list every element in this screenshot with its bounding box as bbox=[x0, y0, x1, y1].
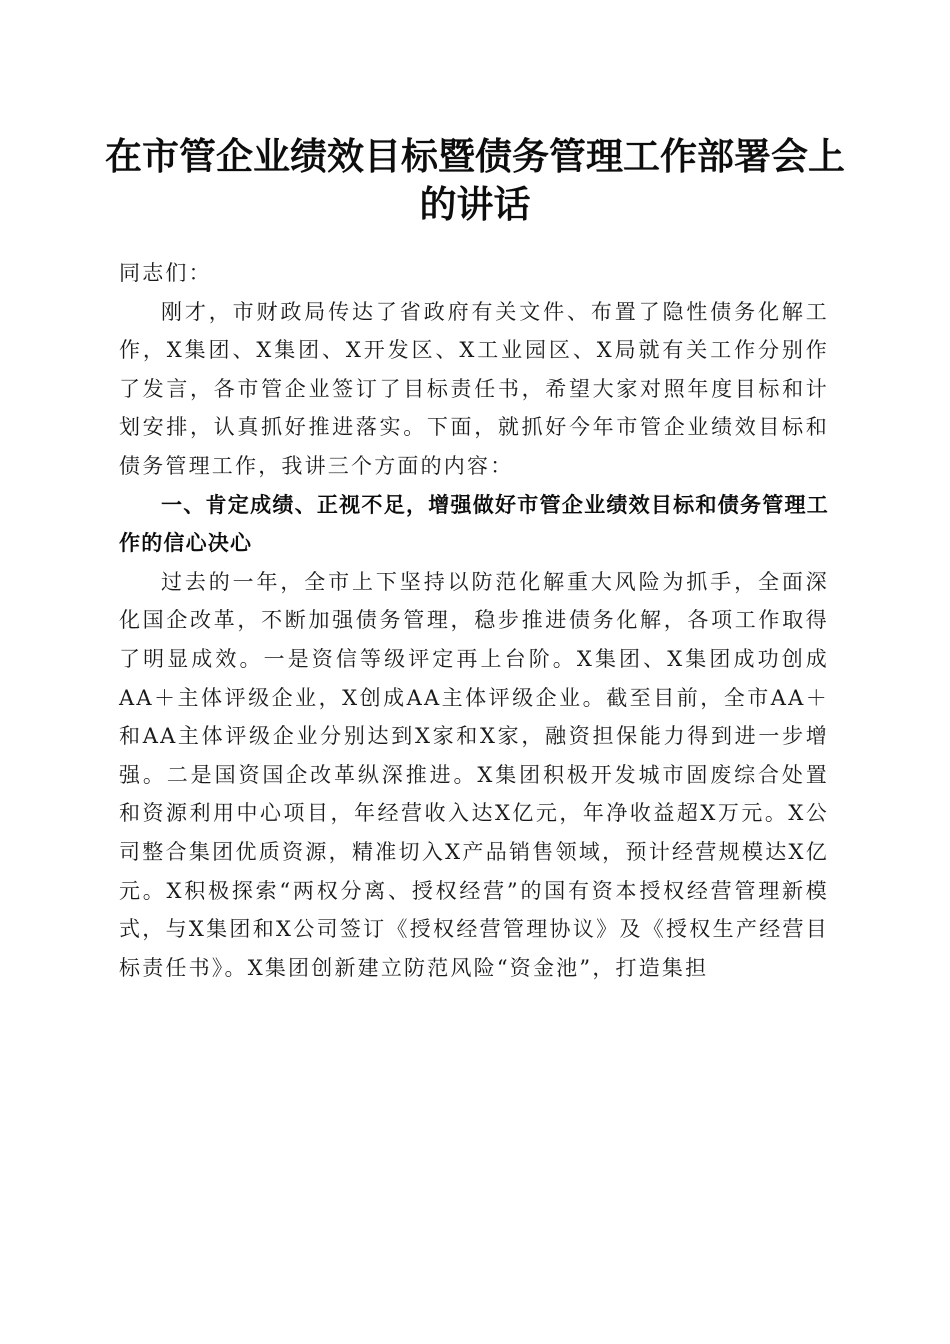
document-title bbox=[100, 132, 850, 228]
paragraph-achievements: 过去的一年，全市上下坚持以防范化解重大风险为抓手，全面深化国企改革，不断加强债务管理，稳步推进债务化解，各项工作取得了明显成效。一是资信等级评定再上台阶。X集团、X集团成功创成AA＋主体评级企业，X创成AA主体评级企业。截至目前，全市AA＋和AA主体评级企业分别达到X家和X家，融资担保能力得到进一步增强。二是国资国企改革纵深推进。X集团积极开发城市固废综合处置和资源利用中心项目，年经营收入达X亿元，年净收益超X万元。X公司整合集团优质资源，精准切入X产品销售领域，预计经营规模达X亿元。X积极探索“两权分离、授权经营”的国有资本授权经营管理新模式，与X集团和X公司签订《授权经营管理协议》及《授权生产经营目标责任书》。X集团创新建立防范风险“资金池”，打造集担 bbox=[119, 569, 829, 980]
document-body bbox=[119, 254, 829, 987]
title-line-2: 的讲话 bbox=[419, 182, 531, 226]
paragraph-opening: 刚才，市财政局传达了省政府有关文件、布置了隐性债务化解工作，X集团、X集团、X开发区、X工业园区、X局就有关工作分别作了发言，各市管企业签订了目标责任书，希望大家对照年度目标和计划安排，认真抓好推进落实。下面，就抓好今年市管企业绩效目标和债务管理工作，我讲三个方面的内容： bbox=[119, 299, 829, 478]
title-line-1: 在市管企业绩效目标暨债务管理工作部署会上 bbox=[105, 134, 845, 178]
section-heading-1: 一、肯定成绩、正视不足，增强做好市管企业绩效目标和债务管理工作的信心决心 bbox=[119, 492, 829, 556]
salutation: 同志们： bbox=[119, 261, 212, 285]
